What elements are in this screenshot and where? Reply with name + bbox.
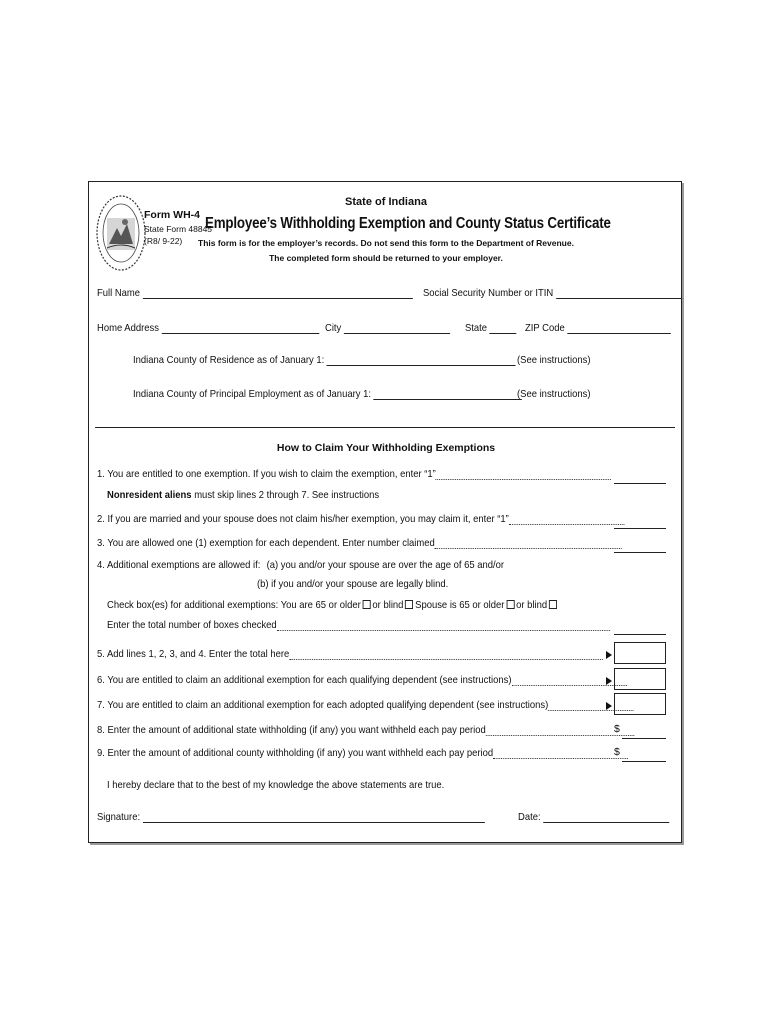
date-field[interactable] [543, 812, 669, 823]
arrow-icon [606, 702, 612, 710]
line-4-checkboxes [107, 599, 559, 611]
line-7-box[interactable] [614, 693, 666, 715]
city-field[interactable] [344, 323, 450, 334]
line-1-label: 1. You are entitled to one exemption. If you wish to claim the exemption, enter “1” [97, 468, 436, 480]
line-6 [97, 674, 627, 686]
line-4a: (a) you and/or your spouse are over the age of 65 and/or [266, 559, 505, 571]
line-1-note-bold: Nonresident aliens [107, 489, 192, 501]
line-2-answer[interactable] [614, 517, 666, 529]
date-row [518, 811, 669, 823]
declaration: I hereby declare that to the best of my knowledge the above statements are true. [107, 779, 445, 791]
state-form-number: State Form 48845 [144, 224, 213, 234]
section-title: How to Claim Your Withholding Exemptions [276, 442, 496, 454]
zip-field[interactable] [567, 323, 671, 334]
full-name-label: Full Name [97, 287, 141, 299]
line-9 [97, 747, 628, 759]
check-you-blind[interactable] [405, 600, 413, 609]
line-8-leader [486, 727, 634, 736]
line-3 [97, 537, 622, 549]
line-4-leader [277, 622, 610, 631]
notice-return: The completed form should be returned to your employer. [269, 253, 503, 263]
line-1-leader [436, 471, 611, 480]
line-6-box[interactable] [614, 668, 666, 690]
check-you-blind-label: or blind [372, 599, 404, 611]
ssn-field[interactable] [556, 288, 682, 299]
line-9-leader [493, 750, 628, 759]
signature-label: Signature: [97, 811, 141, 823]
check-spouse-65[interactable] [506, 600, 514, 609]
signature-field[interactable] [143, 812, 485, 823]
check-you-65-label: Check box(es) for additional exemptions: You are 65 or older [107, 599, 361, 611]
county-employment-note: (See instructions) [517, 388, 591, 400]
county-employment-label: Indiana County of Principal Employment as of January 1: [133, 388, 371, 400]
arrow-icon [606, 651, 612, 659]
city-row [325, 322, 450, 334]
zip-row [525, 322, 671, 334]
line-3-label: 3. You are allowed one (1) exemption for each dependent. Enter number claimed [97, 537, 435, 549]
full-name-row [97, 287, 413, 299]
line-7 [97, 699, 634, 711]
line-2-label: 2. If you are married and your spouse does not claim his/her exemption, you may claim it, enter “1” [97, 513, 509, 525]
line-8-answer[interactable] [622, 727, 666, 739]
county-residence-note: (See instructions) [517, 354, 591, 366]
date-label: Date: [518, 811, 541, 823]
line-4-total-label: Enter the total number of boxes checked [107, 619, 277, 631]
line-9-label: 9. Enter the amount of additional county withholding (if any) you want withheld each pay period [97, 747, 494, 759]
zip-label: ZIP Code [525, 322, 565, 334]
county-residence-row [133, 354, 516, 366]
form-revision: (R8/ 9-22) [144, 236, 183, 246]
home-address-row [97, 322, 319, 334]
county-residence-label: Indiana County of Residence as of January 1: [133, 354, 325, 366]
line-3-answer[interactable] [614, 541, 666, 553]
line-5-total-box[interactable] [614, 642, 666, 664]
line-4 [97, 559, 504, 571]
county-residence-field[interactable] [327, 355, 516, 366]
form-title: Employee’s Withholding Exemption and County Status Certificate [205, 215, 611, 232]
line-7-label: 7. You are entitled to claim an additional exemption for each adopted qualifying dependent (see instructions) [97, 699, 549, 711]
line-4b: (b) if you and/or your spouse are legally blind. [257, 578, 449, 590]
line-5-leader [289, 651, 602, 660]
home-address-label: Home Address [97, 322, 159, 334]
line-4-answer[interactable] [614, 623, 666, 635]
line-4-total [107, 619, 610, 631]
form-id: Form WH-4 [144, 209, 200, 221]
line-9-answer[interactable] [622, 750, 666, 762]
line-9-dollar: $ [614, 746, 620, 758]
line-1-note-text: must skip lines 2 through 7. See instructions [194, 489, 380, 501]
state-heading: State of Indiana [345, 196, 427, 208]
ssn-label: Social Security Number or ITIN [423, 287, 554, 299]
line-6-label: 6. You are entitled to claim an additional exemption for each qualifying dependent (see instructions) [97, 674, 512, 686]
check-spouse-blind[interactable] [549, 600, 557, 609]
county-employment-field[interactable] [374, 389, 523, 400]
line-1-answer[interactable] [614, 472, 666, 484]
county-employment-row [133, 388, 522, 400]
line-1 [97, 468, 611, 480]
line-4-label: 4. Additional exemptions are allowed if: [97, 559, 261, 571]
line-8-label: 8. Enter the amount of additional state withholding (if any) you want withheld each pay period [97, 724, 486, 736]
line-5-label: 5. Add lines 1, 2, 3, and 4. Enter the total here [97, 648, 290, 660]
line-2-leader [509, 516, 624, 525]
line-1-note [107, 489, 379, 501]
state-row [465, 322, 517, 334]
check-you-65[interactable] [363, 600, 371, 609]
state-label: State [465, 322, 488, 334]
check-spouse-blind-label: or blind [516, 599, 548, 611]
home-address-field[interactable] [162, 323, 320, 334]
line-2 [97, 513, 624, 525]
check-spouse-65-label: Spouse is 65 or older [415, 599, 505, 611]
arrow-icon [606, 677, 612, 685]
notice-records: This form is for the employer’s records. Do not send this form to the Department of Revenue. [198, 238, 574, 248]
section-divider [95, 427, 675, 428]
signature-row [97, 811, 485, 823]
city-label: City [325, 322, 342, 334]
line-3-leader [435, 540, 622, 549]
line-8 [97, 724, 634, 736]
ssn-row [423, 287, 682, 299]
full-name-field[interactable] [143, 288, 413, 299]
line-5 [97, 648, 602, 660]
wh4-form [88, 181, 682, 843]
line-8-dollar: $ [614, 723, 620, 735]
state-field[interactable] [490, 323, 517, 334]
